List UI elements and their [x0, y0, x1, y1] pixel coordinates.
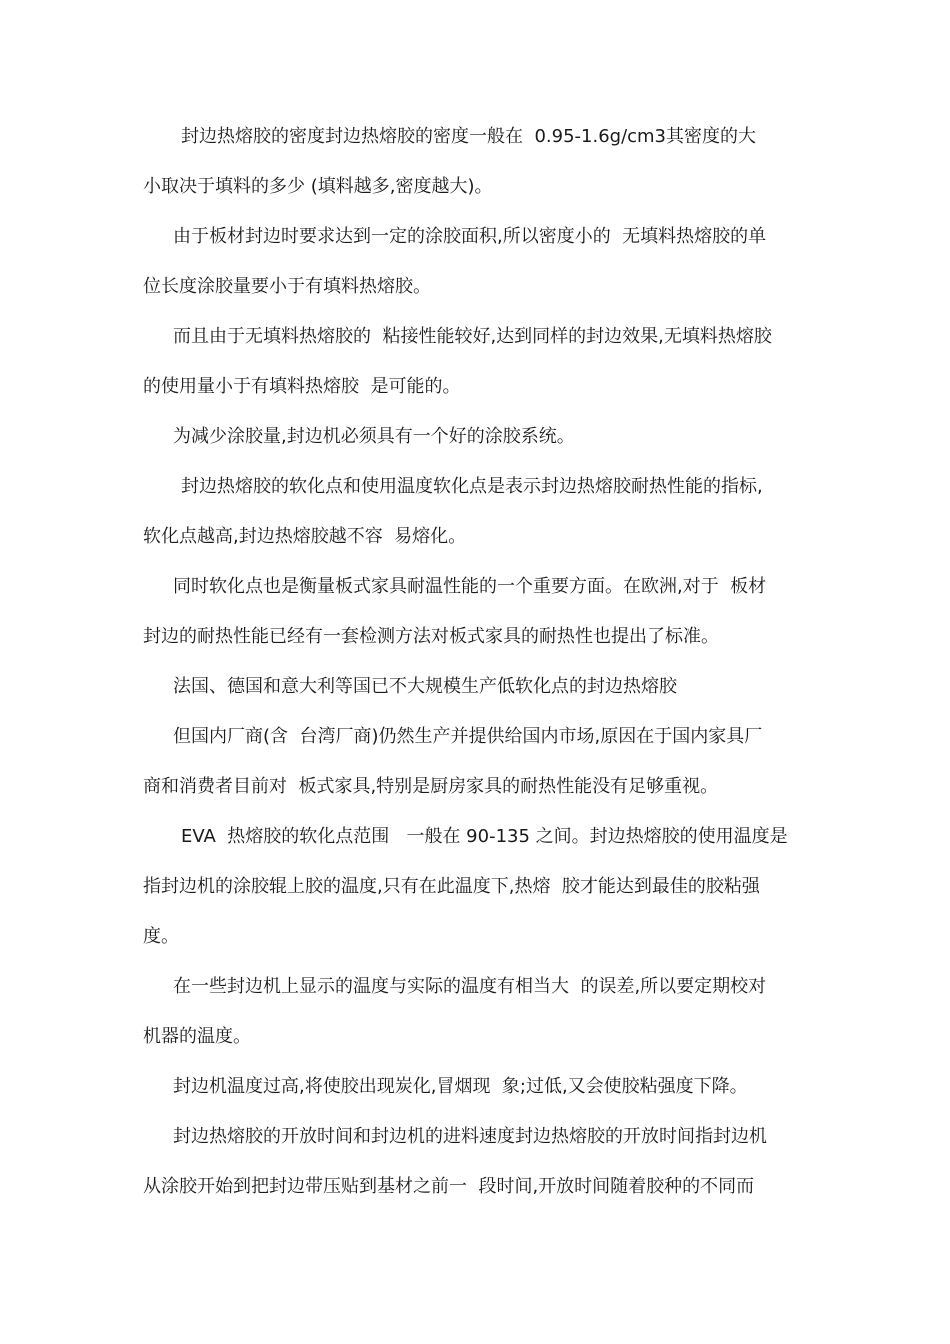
text-line: 在一些封边机上显示的温度与实际的温度有相当大 的误差,所以要定期校对 [173, 976, 767, 997]
text-line: 封边热熔胶的开放时间和封边机的进料速度封边热熔胶的开放时间指封边机 [173, 1126, 767, 1147]
paragraph-temperature [143, 1068, 811, 1118]
text-line: 封边热熔胶的密度封边热熔胶的密度一般在 0.95-1.6g/cm3其密度的大 [181, 126, 757, 147]
text-line: 封边热熔胶的软化点和使用温度软化点是表示封边热熔胶耐热性能的指标, [181, 476, 763, 497]
text-line: 度。 [143, 926, 179, 947]
text-line: 商和消费者目前对 板式家具,特别是厨房家具的耐热性能没有足够重视。 [143, 776, 719, 797]
paragraph-eva [143, 818, 811, 968]
text-line: 而且由于无填料热熔胶的 粘接性能较好,达到同样的封边效果,无填料热熔胶 [173, 326, 772, 347]
text-line: 但国内厂商(含 台湾厂商)仍然生产并提供给国内市场,原因在于国内家具厂 [173, 726, 763, 747]
paragraph-calibration [143, 968, 811, 1068]
text-line: 封边的耐热性能已经有一套检测方法对板式家具的耐热性也提出了标准。 [143, 626, 719, 647]
paragraph-europe [143, 668, 811, 718]
text-line: 封边机温度过高,将使胶出现炭化,冒烟现 象;过低,又会使胶粘强度下降。 [173, 1076, 748, 1097]
text-line: 同时软化点也是衡量板式家具耐温性能的一个重要方面。在欧洲,对于 板材 [173, 576, 767, 597]
paragraph-coating-area [143, 218, 811, 318]
text-line: 从涂胶开始到把封边带压贴到基材之前一 段时间,开放时间随着胶种的不同而 [143, 1176, 755, 1197]
text-line: 由于板材封边时要求达到一定的涂胶面积,所以密度小的 无填料热熔胶的单 [173, 226, 767, 247]
paragraph-density [143, 118, 811, 218]
text-line: 机器的温度。 [143, 1026, 251, 1047]
paragraph-heat-resistance [143, 568, 811, 668]
paragraph-reduce-glue [143, 418, 811, 468]
paragraph-bonding [143, 318, 811, 418]
text-line: EVA 热熔胶的软化点范围 一般在 90-135 之间。封边热熔胶的使用温度是 [181, 826, 788, 847]
text-line: 位长度涂胶量要小于有填料热熔胶。 [143, 276, 431, 297]
text-line: 软化点越高,封边热熔胶越不容 易熔化。 [143, 526, 467, 547]
paragraph-open-time [143, 1118, 811, 1218]
text-line: 小取决于填料的多少 (填料越多,密度越大)。 [143, 176, 493, 197]
text-line: 指封边机的涂胶辊上胶的温度,只有在此温度下,热熔 胶才能达到最佳的胶粘强 [143, 876, 760, 897]
paragraph-domestic [143, 718, 811, 818]
paragraph-softening-point [143, 468, 811, 568]
document-body [143, 118, 811, 1218]
text-line: 的使用量小于有填料热熔胶 是可能的。 [143, 376, 461, 397]
text-line: 为减少涂胶量,封边机必须具有一个好的涂胶系统。 [173, 426, 575, 447]
text-line: 法国、德国和意大利等国已不大规模生产低软化点的封边热熔胶 [173, 676, 677, 697]
